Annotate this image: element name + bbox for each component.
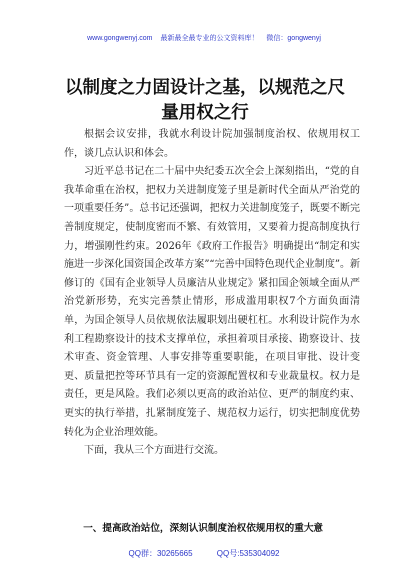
qq-number: QQ号:535304092	[216, 549, 280, 558]
body-paragraph: 习近平总书记在二十届中央纪委五次全会上深刻指出，“党的自我革命重在治权，把权力关进制度笼子里是新时代全面从严治党的一项重要任务”。总书记还强调，把权力关进制度笼子，既要不断完善制度规定，使制度密而不繁、有效管用，又要着力提高制度执行力，增强刚性约束。2026年《政府工作报告》明确提出“制定和实施进一步深化国资国企改革方案”“完善中国特色现代企业制度”。新修订的《国有企业领导人员廉洁从业规定》紧扣国企领域全面从严治党新形势，充实完善禁止情形，形成滥用职权7个方面负面清单，为国企领导人员依规依法履职划出硬杠杠。水利设计院作为水利工程勘察设计的技术支撑单位，承担着项目承接、勘察设计、技术审查、资金管理、人事安排等重要职能，在项目审批、设计变更、质量把控等环节具有一定的资源配置权和专业裁量权。权力是责任，更是风险。我们必须以更高的政治站位、更严的制度约束、更实的执行举措，扎紧制度笼子、规范权力运行，切实把制度优势转化为企业治理效能。	[64, 166, 360, 438]
body-paragraph: 下面，我从三个方面进行交流。	[84, 445, 224, 457]
body-paragraph: 根据会议安排，我就水利设计院加强制度治权、依规用权工作，谈几点认识和体会。	[64, 129, 360, 159]
site-slogan: 最新最全最专业的公文资料库！	[160, 35, 259, 42]
site-header	[0, 33, 408, 43]
site-url-link[interactable]: www.gongwenyj.com	[87, 35, 153, 42]
document-body	[64, 126, 360, 461]
wechat-id: 微信：gongwenyj	[266, 35, 321, 42]
qq-group: QQ群：30265665	[128, 549, 193, 558]
document-title: 以制度之力固设计之基，以规范之尺量用权之行	[65, 78, 345, 123]
section-heading: 一、提高政治站位，深刻认识制度治权依规用权的重大意	[83, 523, 324, 534]
page-footer	[0, 548, 408, 559]
